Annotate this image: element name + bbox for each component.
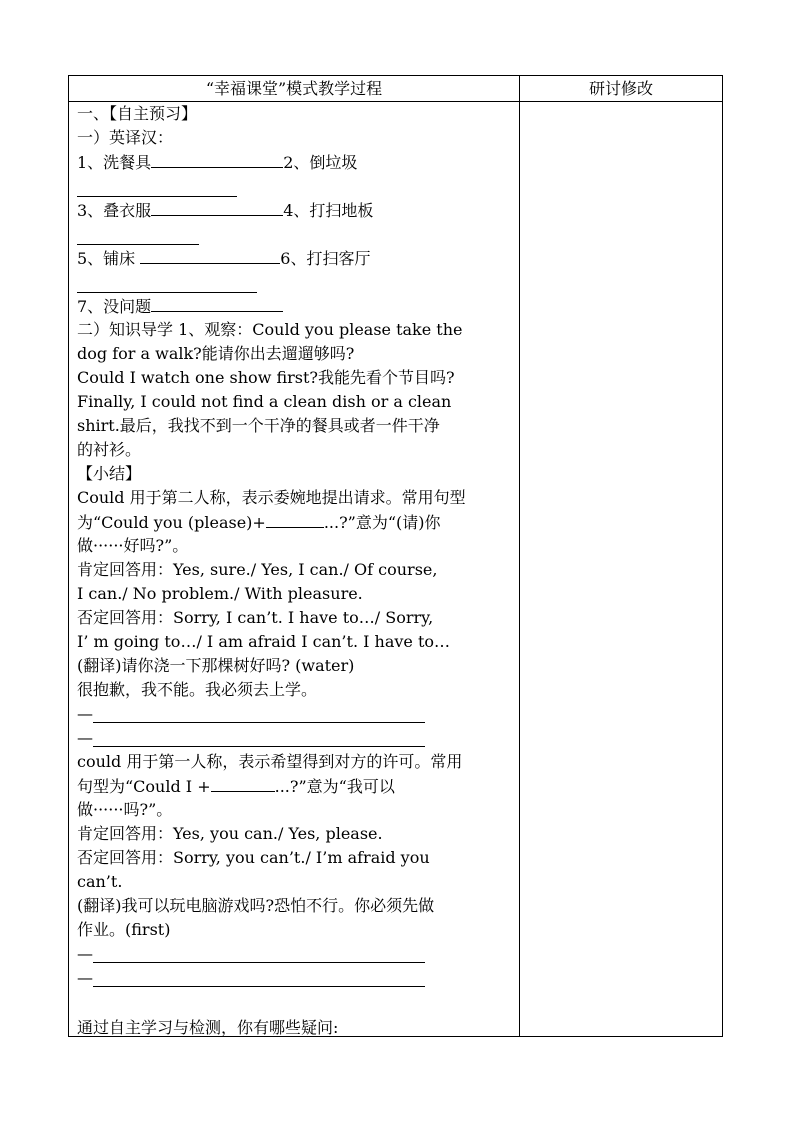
dialogue-line [77, 702, 93, 726]
question-prompt: 通过自主学习与检测，你有哪些疑问: [77, 1018, 339, 1037]
text-line: I can./ No problem./ With pleasure. [77, 584, 363, 603]
text-line: shirt.最后，我找不到一个干净的餐具或者一件干净 [77, 416, 440, 435]
header-right-title: 研讨修改 [588, 79, 653, 98]
vocab-item-4: 4、打扫地板 [283, 201, 374, 220]
vocab-item-6: 6、打扫客厅 [280, 249, 371, 268]
dialogue-line [77, 966, 93, 990]
dash: — [77, 968, 93, 987]
vocab-item-7: 7、没问题 [77, 297, 152, 316]
text-line: can’t. [77, 872, 123, 891]
answer-line[interactable] [93, 962, 425, 963]
answer-blank[interactable] [151, 198, 283, 216]
answer-blank[interactable] [211, 774, 275, 792]
answer-blank[interactable] [151, 294, 283, 312]
text-line: 二）知识导学 1、观察：Could you please take the [77, 320, 463, 339]
answer-line[interactable] [93, 746, 425, 747]
table-header [69, 76, 722, 102]
answer-line[interactable] [93, 986, 425, 987]
answer-line[interactable] [77, 292, 257, 293]
text-line: could 用于第一人称，表示希望得到对方的许可。常用 [77, 752, 463, 771]
text-line: 否定回答用：Sorry, I can’t. I have to…/ Sorry, [77, 608, 434, 627]
text-line: 做······好吗?”。 [77, 536, 189, 555]
answer-blank[interactable] [140, 246, 280, 264]
text-line: Could 用于第二人称，表示委婉地提出请求。常用句型 [77, 488, 466, 507]
dash: — [77, 944, 93, 963]
header-left-title: “幸福课堂”模式教学过程 [205, 79, 383, 98]
lesson-table [68, 75, 723, 1037]
answer-blank[interactable] [266, 510, 324, 528]
vocab-item-2: 2、倒垃圾 [283, 153, 358, 172]
text-line: (翻译)请你浇一下那棵树好吗? (water) [77, 656, 355, 675]
answer-line[interactable] [77, 244, 199, 245]
vocab-row-1 [77, 150, 357, 174]
text-line [77, 774, 395, 798]
text-line: 很抱歉，我不能。我必须去上学。 [77, 680, 318, 699]
vocab-row-3 [77, 246, 370, 270]
text-fragment: 句型为“Could I + [77, 777, 211, 796]
dash: — [77, 728, 93, 747]
vocab-item-5: 5、铺床 [77, 249, 136, 268]
text-fragment: ...?”意为“(请)你 [323, 513, 441, 532]
dialogue-line [77, 942, 93, 966]
text-line: (翻译)我可以玩电脑游戏吗?恐怕不行。你必须先做 [77, 896, 435, 915]
column-divider [519, 76, 520, 1036]
text-line [77, 510, 441, 534]
text-line: 肯定回答用：Yes, you can./ Yes, please. [77, 824, 383, 843]
text-fragment: ...?”意为“我可以 [274, 777, 395, 796]
text-line: 否定回答用：Sorry, you can’t./ I’m afraid you [77, 848, 430, 867]
subsection-title: 一）英译汉： [77, 128, 174, 147]
text-line: 做······吗?”。 [77, 800, 173, 819]
vocab-item-3: 3、叠衣服 [77, 201, 152, 220]
text-line: Could I watch one show first?我能先看个节目吗? [77, 368, 455, 387]
text-line: 的衬衫。 [77, 440, 142, 459]
text-line: 作业。(first) [77, 920, 171, 939]
text-line: Finally, I could not find a clean dish or a clean [77, 392, 452, 411]
dialogue-line [77, 726, 93, 750]
text-fragment: 为“Could you (please)+ [77, 513, 266, 532]
answer-line[interactable] [77, 196, 237, 197]
section-title: 一、【自主预习】 [77, 104, 198, 123]
vocab-row-2 [77, 198, 373, 222]
text-line: dog for a walk?能请你出去遛遛够吗? [77, 344, 355, 363]
dash: — [77, 704, 93, 723]
text-line: I’ m going to…/ I am afraid I can’t. I have to… [77, 632, 451, 651]
answer-line[interactable] [93, 722, 425, 723]
summary-title: 【小结】 [77, 464, 142, 483]
text-line: 肯定回答用：Yes, sure./ Yes, I can./ Of course, [77, 560, 438, 579]
answer-blank[interactable] [151, 150, 283, 168]
vocab-row-4 [77, 294, 283, 318]
vocab-item-1: 1、洗餐具 [77, 153, 152, 172]
